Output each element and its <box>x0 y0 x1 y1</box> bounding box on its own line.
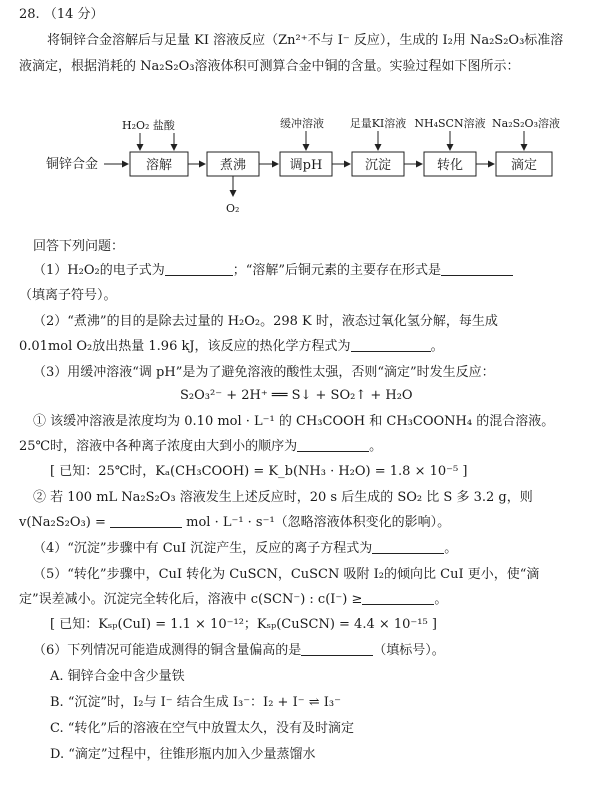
part-5-text-b: 定”误差减小。沉淀完全转化后，溶液中 c(SCN⁻) : c(I⁻) ≥ <box>19 592 363 607</box>
option-b[interactable]: B. “沉淀”时，I₂与 I⁻ 结合生成 I₃⁻：I₂ + I⁻ ⇌ I₃⁻ <box>50 695 341 710</box>
part-4-period: 。 <box>444 541 458 556</box>
flow-start-label: 铜锌合金 <box>46 157 99 172</box>
part-4-text: （4）“沉淀”步骤中有 CuI 沉淀产生，反应的离子方程式为 <box>33 541 373 556</box>
part-3-1-line-b <box>19 438 382 456</box>
part-6-text-a: （6）下列情况可能造成测得的铜含量偏高的是 <box>33 643 302 658</box>
part-3-known: [ 已知：25℃时，Kₐ(CH₃COOH) = K_b(NH₃ · H₂O) = 1.8 × 10⁻⁵ ] <box>50 464 468 479</box>
part-3-2-line-a: ② 若 100 mL Na₂S₂O₃ 溶液发生上述反应时，20 s 后生成的 SO₂ 比 S 多 3.2 g，则 <box>33 490 533 505</box>
flow-step-boil <box>207 152 259 176</box>
flow-step-adjust-ph-label: 调pH <box>289 158 323 173</box>
part-6-text-b: （填标号）。 <box>373 643 445 658</box>
flow-step-titrate-label: 滴定 <box>510 158 538 173</box>
answer-blank-1a[interactable] <box>165 262 233 276</box>
answer-blank-4[interactable] <box>372 540 444 554</box>
flow-step-convert-label: 转化 <box>436 158 464 173</box>
intro-line-2: 液滴定，根据消耗的 Na₂S₂O₃溶液体积可测算合金中铜的含量。实验过程如下图所示： <box>19 59 520 74</box>
flow-step-adjust-ph <box>280 152 332 176</box>
answer-blank-5[interactable] <box>362 591 434 605</box>
question-points: （14 分） <box>43 7 104 22</box>
flow-step-precipitate-label: 沉淀 <box>364 158 392 173</box>
answer-blank-3-1[interactable] <box>297 438 369 452</box>
flow-step-boil-label: 煮沸 <box>219 158 247 173</box>
flow-step-dissolve <box>130 152 188 176</box>
part-1-line <box>33 262 513 280</box>
reagent-ki: 足量KI溶液 <box>349 117 407 130</box>
part-4-line <box>33 540 457 558</box>
answer-blank-3-2[interactable] <box>110 514 182 528</box>
part-5-line-b <box>19 591 447 609</box>
flow-step-precipitate <box>352 152 404 176</box>
part-3-equation: S₂O₃²⁻ + 2H⁺ ══ S↓ + SO₂↑ + H₂O <box>180 388 413 403</box>
reagent-nh4scn: NH₄SCN溶液 <box>414 117 486 130</box>
part-3-1-line-a: ① 该缓冲溶液是浓度均为 0.10 mol · L⁻¹ 的 CH₃COOH 和 CH₃COONH₄ 的混合溶液。 <box>33 414 555 429</box>
question-header <box>19 6 104 24</box>
part-2-text-b: 0.01mol O₂放出热量 1.96 kJ，该反应的热化学方程式为 <box>19 339 351 354</box>
part-1-note: （填离子符号）。 <box>19 288 117 303</box>
answer-prompt: 回答下列问题： <box>33 239 125 254</box>
part-3-2-unit: mol · L⁻¹ · s⁻¹（忽略溶液体积变化的影响）。 <box>186 515 451 530</box>
part-3-1-period: 。 <box>369 439 383 454</box>
byproduct-o2: O₂ <box>226 202 240 215</box>
flow-step-dissolve-label: 溶解 <box>145 158 173 173</box>
part-3-1-text-b: 25℃时，溶液中各种离子浓度由大到小的顺序为 <box>19 439 298 454</box>
flow-step-titrate <box>496 152 552 176</box>
answer-blank-6[interactable] <box>301 642 373 656</box>
part-2-line-a: （2）“煮沸”的目的是除去过量的 H₂O₂。298 K 时，液态过氧化氢分解，每生成 <box>33 314 498 329</box>
part-5-period: 。 <box>434 592 448 607</box>
reagent-na2s2o3: Na₂S₂O₃溶液 <box>492 117 560 130</box>
part-5-known: [ 已知：Kₛₚ(CuI) = 1.1 × 10⁻¹²；Kₛₚ(CuSCN) = 4.4 × 10⁻¹⁵ ] <box>50 617 437 632</box>
part-2-line-b <box>19 338 444 356</box>
answer-blank-2[interactable] <box>351 338 431 352</box>
part-3-2-rate: v(Na₂S₂O₃) = <box>19 515 106 530</box>
part-5-line-a: （5）“转化”步骤中，CuI 转化为 CuSCN，CuSCN 吸附 I₂的倾向比 CuI 更小，使“滴 <box>33 567 540 582</box>
option-a[interactable]: A. 铜锌合金中含少量铁 <box>50 669 185 684</box>
reagent-h2o2-hcl: H₂O₂ 盐酸 <box>122 119 175 132</box>
part-1-text-a: （1）H₂O₂的电子式为 <box>33 263 165 278</box>
option-d[interactable]: D. “滴定”过程中，往锥形瓶内加入少量蒸馏水 <box>50 747 316 762</box>
part-6-line <box>33 642 445 660</box>
part-1-text-b: ；“溶解”后铜元素的主要存在形式是 <box>232 263 441 278</box>
part-3-2-line-b <box>19 514 450 532</box>
intro-line-1: 将铜锌合金溶解后与足量 KI 溶液反应（Zn²⁺不与 I⁻ 反应），生成的 I₂用 Na₂S₂O₃标准溶 <box>47 33 564 48</box>
option-c[interactable]: C. “转化”后的溶液在空气中放置太久，没有及时滴定 <box>50 721 355 736</box>
question-number: 28. <box>19 7 40 22</box>
part-3-line-a: （3）用缓冲溶液“调 pH”是为了避免溶液的酸性太强，否则“滴定”时发生反应： <box>33 365 495 380</box>
flow-step-convert <box>424 152 476 176</box>
reagent-buffer: 缓冲溶液 <box>280 117 324 130</box>
process-flowchart <box>0 100 612 225</box>
answer-blank-1b[interactable] <box>441 262 513 276</box>
part-2-period: 。 <box>430 339 444 354</box>
